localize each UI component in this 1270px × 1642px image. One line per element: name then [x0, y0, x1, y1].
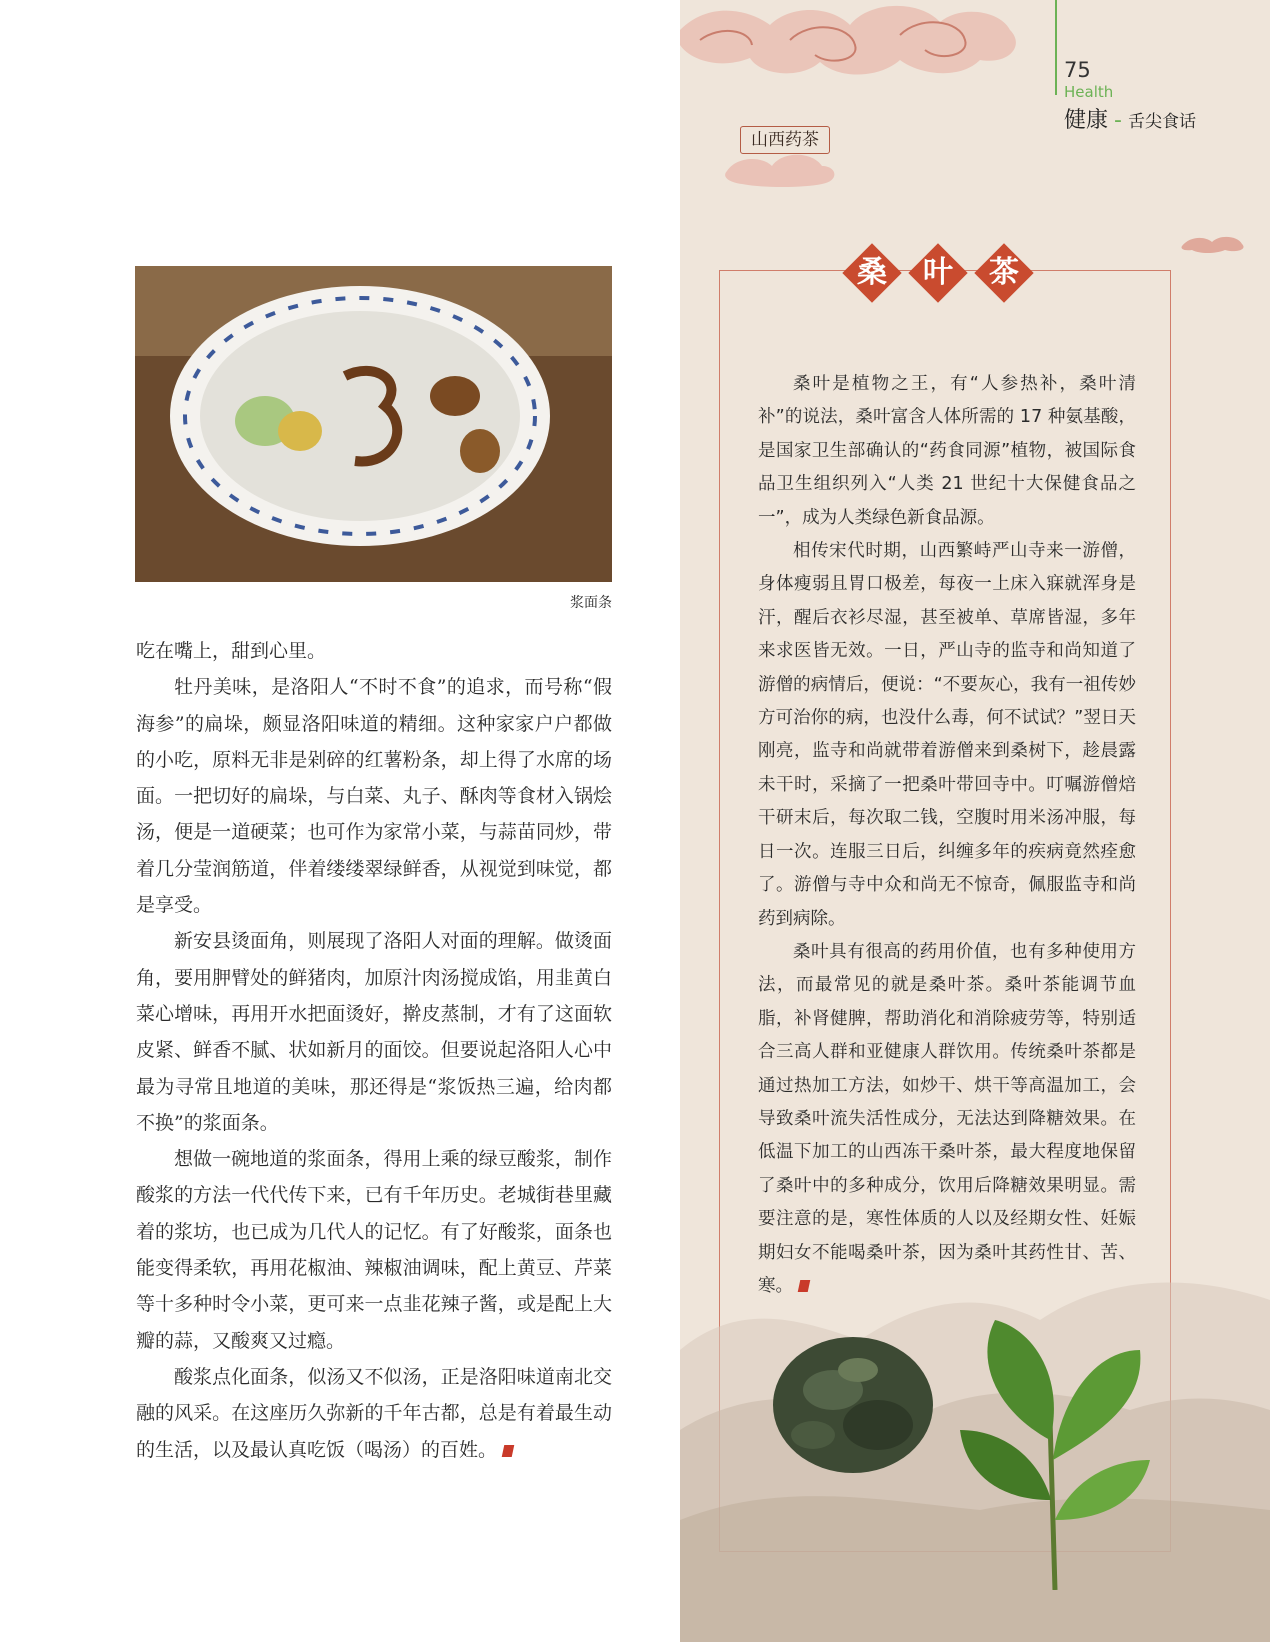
mulberry-leaf-image: [955, 1300, 1155, 1590]
section-header: [1064, 103, 1196, 134]
main-paragraph: 牡丹美味，是洛阳人“不时不食”的追求，而号称“假海参”的扁垛，颇显洛阳味道的精细。这种家家户户都做的小吃，原料无非是剁碎的红薯粉条，却上得了水席的场面。一把切好的扁垛，与白菜、丸子、酥肉等食材入锅烩汤，便是一道硬菜；也可作为家常小菜，与蒜苗同炒，带着几分莹润筋道，伴着缕缕翠绿鲜香，从视觉到味觉，都是享受。: [136, 676, 612, 917]
topic-tag-label: 山西药茶: [740, 126, 830, 154]
main-paragraph: 新安县烫面角，则展现了洛阳人对面的理解。做烫面角，要用胛臂处的鲜猪肉，加原汁肉汤搅成馅，用韭黄白菜心增味，再用开水把面烫好，擀皮蒸制，才有了这面软皮紧、鲜香不腻、状如新月的面饺。但要说起洛阳人心中最为寻常且地道的美味，那还得是“浆饭热三遍，给肉都不换”的浆面条。: [136, 930, 612, 1134]
main-paragraph: 吃在嘴上，甜到心里。: [136, 640, 327, 662]
sidebar-paragraph: 相传宋代时期，山西繁峙严山寺来一游僧，身体瘦弱且胃口极差，每夜一上床入寐就浑身是汗，醒后衣衫尽湿，甚至被单、草席皆湿，多年来求医皆无效。一日，严山寺的监寺和尚知道了游僧的病情后，便说：“不要灰心，我有一祖传妙方可治你的病，也没什么毒，何不试试？”翌日天刚亮，监寺和尚就带着游僧来到桑树下，趁晨露未干时，采摘了一把桑叶带回寺中。叮嘱游僧焙干研末后，每次取二钱，空腹时用米汤冲服，每日一次。连服三日后，纠缠多年的疾病竟然痊愈了。游僧与寺中众和尚无不惊奇，佩服监寺和尚药到病除。: [758, 541, 1136, 929]
subsection-label: 舌尖食话: [1127, 112, 1196, 132]
page-number: 75: [1064, 58, 1091, 82]
sidebar-paragraph: 桑叶是植物之王，有“人参热补，桑叶清补”的说法，桑叶富含人体所需的 17 种氨基酸，是国家卫生部确认的“药食同源”植物，被国际食品卫生组织列入“人类 21 世纪十大保健食品之一”，成为人类绿色新食品源。: [758, 374, 1136, 528]
title-char: 叶: [923, 255, 953, 290]
title-char: 茶: [989, 255, 1019, 290]
section-label-cn: 健康: [1064, 108, 1109, 133]
photo-caption: 浆面条: [570, 595, 612, 611]
article-title: [842, 243, 1034, 303]
sidebar-paragraph: 桑叶具有很高的药用价值，也有多种使用方法，而最常见的就是桑叶茶。桑叶茶能调节血脂，补肾健脾，帮助消化和消除疲劳等，特别适合三高人群和亚健康人群饮用。传统桑叶茶都是通过热加工方法，如炒干、烘干等高温加工，会导致桑叶流失活性成分，无法达到降糖效果。在低温下加工的山西冻干桑叶茶，最大程度地保留了桑叶中的多种成分，饮用后降糖效果明显。需要注意的是，寒性体质的人以及经期女性、妊娠期妇女不能喝桑叶茶，因为桑叶其药性甘、苦、寒。: [758, 941, 1136, 1296]
end-mark-icon: [502, 1445, 515, 1457]
dried-tea-image: [768, 1330, 938, 1480]
noodle-bowl-image: [135, 266, 612, 582]
main-paragraph: 想做一碗地道的浆面条，得用上乘的绿豆酸浆，制作酸浆的方法一代代传下来，已有千年历史。老城街巷里藏着的浆坊，也已成为几代人的记忆。有了好酸浆，面条也能变得柔软，再用花椒油、辣椒油调味，配上黄豆、芹菜等十多种时令小菜，更可来一点韭花辣子酱，或是配上大瓣的蒜，又酸爽又过瘾。: [136, 1148, 612, 1352]
cloud-ornament-top: [680, 0, 1050, 85]
title-char: 桑: [857, 255, 887, 290]
header-divider: [1055, 0, 1057, 95]
section-separator: -: [1114, 108, 1122, 133]
main-paragraph: 酸浆点化面条，似汤又不似汤，正是洛阳味道南北交融的风采。在这座历久弥新的千年古都，总是有着最生动的生活，以及最认真吃饭（喝汤）的百姓。: [136, 1365, 612, 1461]
main-article-body: [136, 633, 612, 1468]
topic-tag: [722, 120, 852, 188]
section-label-en: Health: [1064, 83, 1114, 101]
cloud-ornament-small: [1180, 232, 1250, 254]
sidebar-article-body: [758, 368, 1136, 1303]
